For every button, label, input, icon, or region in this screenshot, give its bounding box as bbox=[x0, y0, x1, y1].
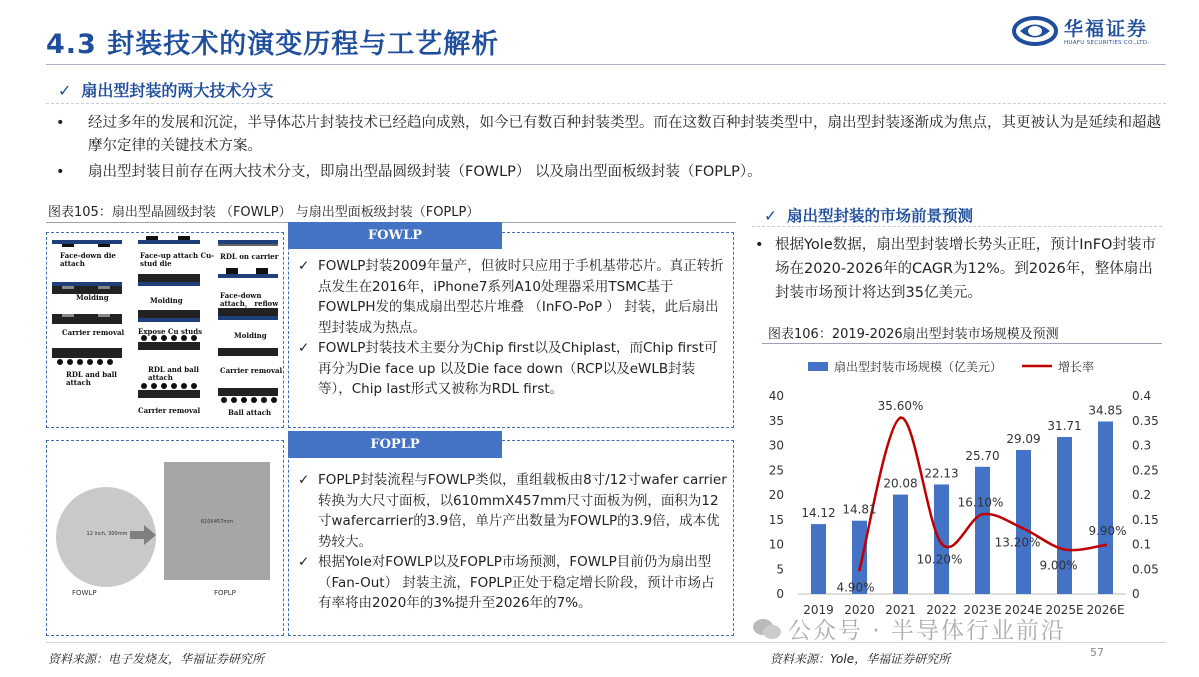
y-left-tick-label: 0 bbox=[776, 587, 784, 601]
bar-data-label: 31.71 bbox=[1047, 419, 1082, 434]
process-step-graphic bbox=[138, 335, 200, 350]
bar-data-label: 14.12 bbox=[801, 506, 836, 521]
process-step-graphic bbox=[52, 240, 122, 247]
foplp-point-text: FOPLP封装流程与FOWLP类似，重组载板由8寸/12寸wafer carrier转换为大尺寸面板，以610mmX457mm尺寸面板为例，面积为12寸wafercarrier的3.9倍，单片产出数量为FOWLP的3.9倍，成本优势较大。 bbox=[318, 472, 727, 550]
line-data-label: 35.60% bbox=[877, 398, 924, 413]
section-divider bbox=[46, 103, 1166, 104]
growth-rate-point bbox=[981, 513, 984, 516]
bar-market-size bbox=[975, 467, 990, 594]
title-divider bbox=[46, 64, 1166, 65]
x-tick-label: 2025E bbox=[1045, 603, 1084, 617]
y-right-tick-label: 0.2 bbox=[1132, 488, 1152, 502]
process-label: Carrier removal bbox=[62, 328, 125, 337]
growth-rate-point bbox=[1104, 543, 1107, 546]
process-step-graphic bbox=[218, 388, 278, 403]
y-right-tick-label: 0 bbox=[1132, 587, 1140, 601]
check-icon: ✓ bbox=[58, 81, 72, 100]
check-icon: ✓ bbox=[764, 207, 777, 225]
page-number: 57 bbox=[1090, 646, 1104, 659]
fowlp-point-text: FOWLP封装技术主要分为Chip first以及Chiplast，而Chip first可再分为Die face up 以及Die face down（RCP以及eWLB封装等），Chip last形式又被称为RDL first。 bbox=[318, 340, 718, 397]
section-heading-branches bbox=[58, 78, 273, 101]
bar-data-label: 22.13 bbox=[924, 466, 959, 481]
bar-market-size bbox=[1016, 450, 1031, 594]
legend-label-market-size: 扇出型封装市场规模（亿美元） bbox=[834, 360, 1003, 374]
y-right-tick-label: 0.15 bbox=[1132, 512, 1159, 527]
y-left-tick-label: 25 bbox=[768, 463, 784, 478]
process-label: RDL and ball attach bbox=[66, 370, 117, 387]
growth-rate-point bbox=[1063, 548, 1066, 551]
market-bullet-text: 根据Yole数据，扇出型封装增长势头正旺，预计InFO封装市场在2020-2026年的CAGR为12%。到2026年，整体扇出封装市场预计将达到35亿美元。 bbox=[775, 237, 1156, 301]
y-right-tick-label: 0.35 bbox=[1132, 413, 1159, 428]
process-label: RDL on carrier bbox=[220, 252, 279, 261]
figure-106-label: 图表106：2019-2026扇出型封装市场规模及预测 bbox=[768, 327, 1059, 342]
bar-data-label: 25.70 bbox=[965, 448, 1000, 463]
process-step-graphic bbox=[218, 308, 278, 320]
process-label: Face-down die attach bbox=[60, 251, 116, 268]
line-data-label: 9.90% bbox=[1088, 523, 1127, 538]
fowlp-header: FOWLP bbox=[288, 222, 502, 249]
line-data-label: 4.90% bbox=[836, 580, 875, 595]
process-label: Ball attach bbox=[228, 408, 272, 417]
y-left-tick-label: 30 bbox=[768, 438, 784, 453]
bar-market-size bbox=[811, 524, 826, 594]
process-step-graphic bbox=[218, 240, 278, 246]
process-step-graphic bbox=[138, 236, 200, 244]
fowlp-point bbox=[296, 338, 728, 400]
foplp-point bbox=[296, 552, 728, 614]
y-left-tick-label: 10 bbox=[768, 537, 784, 552]
fowlp-point bbox=[296, 256, 728, 338]
bullet-text: 经过多年的发展和沉淀，半导体芯片封装技术已经趋向成熟，如今已有数百种封装类型。而在这数百种封装类型中，扇出型封装逐渐成为焦点，其更被认为是延续和超越摩尔定律的关键技术方案。 bbox=[88, 115, 1161, 154]
process-label: Carrier removal bbox=[220, 366, 283, 375]
source-note-left: 资料来源：电子发烧友，华福证券研究所 bbox=[48, 652, 265, 666]
process-step-graphic bbox=[138, 383, 200, 398]
check-icon: ✓ bbox=[298, 258, 310, 274]
process-step-graphic bbox=[138, 310, 200, 322]
bar-data-label: 34.85 bbox=[1088, 403, 1123, 418]
huafu-logo-icon bbox=[1012, 16, 1058, 46]
x-tick-label: 2026E bbox=[1086, 603, 1125, 617]
check-icon: ✓ bbox=[298, 472, 310, 488]
bullet-dot-icon: • bbox=[56, 164, 65, 180]
line-data-label: 10.20% bbox=[916, 552, 963, 567]
foplp-point-text: 根据Yole对FOWLP以及FOPLP市场预测，FOWLP目前仍为扇出型 （Fan-Out） 封装主流，FOPLP正处于稳定增长阶段，预计市场占有率将由2020年的3%提升至2026年的7%。 bbox=[318, 554, 715, 611]
process-label: RDL and ball attach bbox=[148, 365, 199, 382]
legend-swatch-bar bbox=[808, 362, 828, 371]
y-right-tick-label: 0.05 bbox=[1132, 562, 1159, 577]
legend-label-growth: 增长率 bbox=[1058, 360, 1095, 374]
x-tick-label: 2020 bbox=[844, 603, 875, 617]
bullet-paragraph bbox=[56, 112, 1168, 158]
process-label: Molding bbox=[234, 331, 267, 340]
y-right-tick-label: 0.3 bbox=[1132, 438, 1152, 453]
bullet-text: 扇出型封装目前存在两大技术分支，即扇出型晶圆级封装（FOWLP） 以及扇出型面板级封装（FOPLP）。 bbox=[88, 164, 762, 180]
y-right-tick-label: 0.25 bbox=[1132, 463, 1159, 478]
section-divider bbox=[752, 226, 1162, 227]
process-label: Expose Cu studs bbox=[138, 327, 203, 336]
bullet-dot-icon: • bbox=[755, 237, 764, 253]
fowlp-point-text: FOWLP封装2009年量产，但彼时只应用于手机基带芯片。真正转折点发生在2016年，iPhone7系列A10处理器采用TSMC基于FOWLPH发的集成扇出型芯片堆叠 （InFO-PoP ） 封装，此后扇出型封装成为热点。 bbox=[318, 258, 724, 336]
y-left-tick-label: 5 bbox=[776, 562, 784, 577]
x-tick-label: 2021 bbox=[885, 603, 916, 617]
process-step-graphic bbox=[138, 274, 200, 286]
panel-size-text: 610X457mm bbox=[200, 519, 234, 525]
company-logo bbox=[1012, 14, 1162, 54]
logo-name-cn: 华福证券 bbox=[1064, 18, 1149, 40]
growth-rate-point bbox=[940, 542, 943, 545]
process-label: Face-down attach， reflow bbox=[220, 291, 279, 308]
fanout-market-chart bbox=[760, 348, 1166, 624]
growth-rate-point bbox=[858, 568, 861, 571]
fowlp-points bbox=[296, 256, 728, 400]
line-data-label: 13.20% bbox=[994, 535, 1041, 550]
foplp-caption: FOPLP bbox=[214, 589, 236, 597]
process-step-graphic bbox=[52, 314, 122, 324]
bar-market-size bbox=[934, 484, 949, 594]
process-label: Face-up attach Cu-stud die bbox=[140, 251, 215, 268]
y-right-tick-label: 0.1 bbox=[1132, 537, 1152, 552]
bar-market-size bbox=[893, 495, 908, 594]
logo-name-en: HUAFU SECURITIES CO.,LTD. bbox=[1064, 40, 1150, 46]
section-heading-text: 扇出型封装的两大技术分支 bbox=[81, 81, 274, 100]
bar-data-label: 20.08 bbox=[883, 476, 918, 491]
check-icon: ✓ bbox=[298, 554, 310, 570]
market-bullet bbox=[755, 233, 1167, 305]
bullet-paragraph bbox=[56, 161, 1168, 184]
bar-data-label: 14.81 bbox=[842, 502, 877, 517]
bullet-dot-icon: • bbox=[56, 115, 65, 131]
process-label: Carrier removal bbox=[138, 406, 201, 415]
process-label: Molding bbox=[150, 296, 183, 305]
line-data-label: 9.00% bbox=[1039, 558, 1078, 573]
figure-divider bbox=[762, 343, 1162, 344]
wafer-size-text: 12 inch, 300mm bbox=[86, 531, 128, 537]
growth-rate-point bbox=[899, 416, 902, 419]
figure-105-label: 图表105：扇出型晶圆级封装 （FOWLP） 与扇出型面板级封装（FOPLP） bbox=[48, 205, 480, 220]
foplp-header: FOPLP bbox=[288, 431, 502, 458]
x-tick-label: 2019 bbox=[803, 603, 834, 617]
section-heading-market bbox=[764, 204, 973, 226]
check-icon: ✓ bbox=[298, 340, 310, 356]
growth-rate-point bbox=[1022, 527, 1025, 530]
watermark-text: 公众号 · 半导体行业前沿 bbox=[788, 618, 1066, 644]
foplp-points bbox=[296, 470, 728, 614]
y-left-tick-label: 35 bbox=[768, 413, 784, 428]
foplp-point bbox=[296, 470, 728, 552]
page-title: 4.3 封装技术的演变历程与工艺解析 bbox=[46, 29, 500, 60]
line-data-label: 16.10% bbox=[957, 495, 1004, 510]
fowlp-caption: FOWLP bbox=[72, 589, 97, 597]
source-note-right: 资料来源：Yole，华福证券研究所 bbox=[770, 652, 951, 666]
section-heading-text: 扇出型封装的市场前景预测 bbox=[787, 207, 974, 225]
y-left-tick-label: 40 bbox=[768, 389, 784, 403]
x-tick-label: 2024E bbox=[1004, 603, 1043, 617]
process-step-graphic bbox=[52, 348, 122, 365]
x-tick-label: 2022 bbox=[926, 603, 957, 617]
bar-market-size bbox=[1098, 421, 1113, 594]
x-tick-label: 2023E bbox=[963, 603, 1002, 617]
wechat-icon bbox=[752, 618, 782, 640]
y-left-tick-label: 15 bbox=[768, 512, 784, 527]
process-step-graphic bbox=[218, 348, 278, 356]
y-left-tick-label: 20 bbox=[768, 488, 784, 502]
arrow-right-icon bbox=[130, 525, 156, 545]
process-step-graphic bbox=[218, 268, 278, 278]
bar-data-label: 29.09 bbox=[1006, 432, 1041, 447]
y-right-tick-label: 0.4 bbox=[1132, 389, 1152, 403]
process-label: Molding bbox=[76, 293, 109, 302]
